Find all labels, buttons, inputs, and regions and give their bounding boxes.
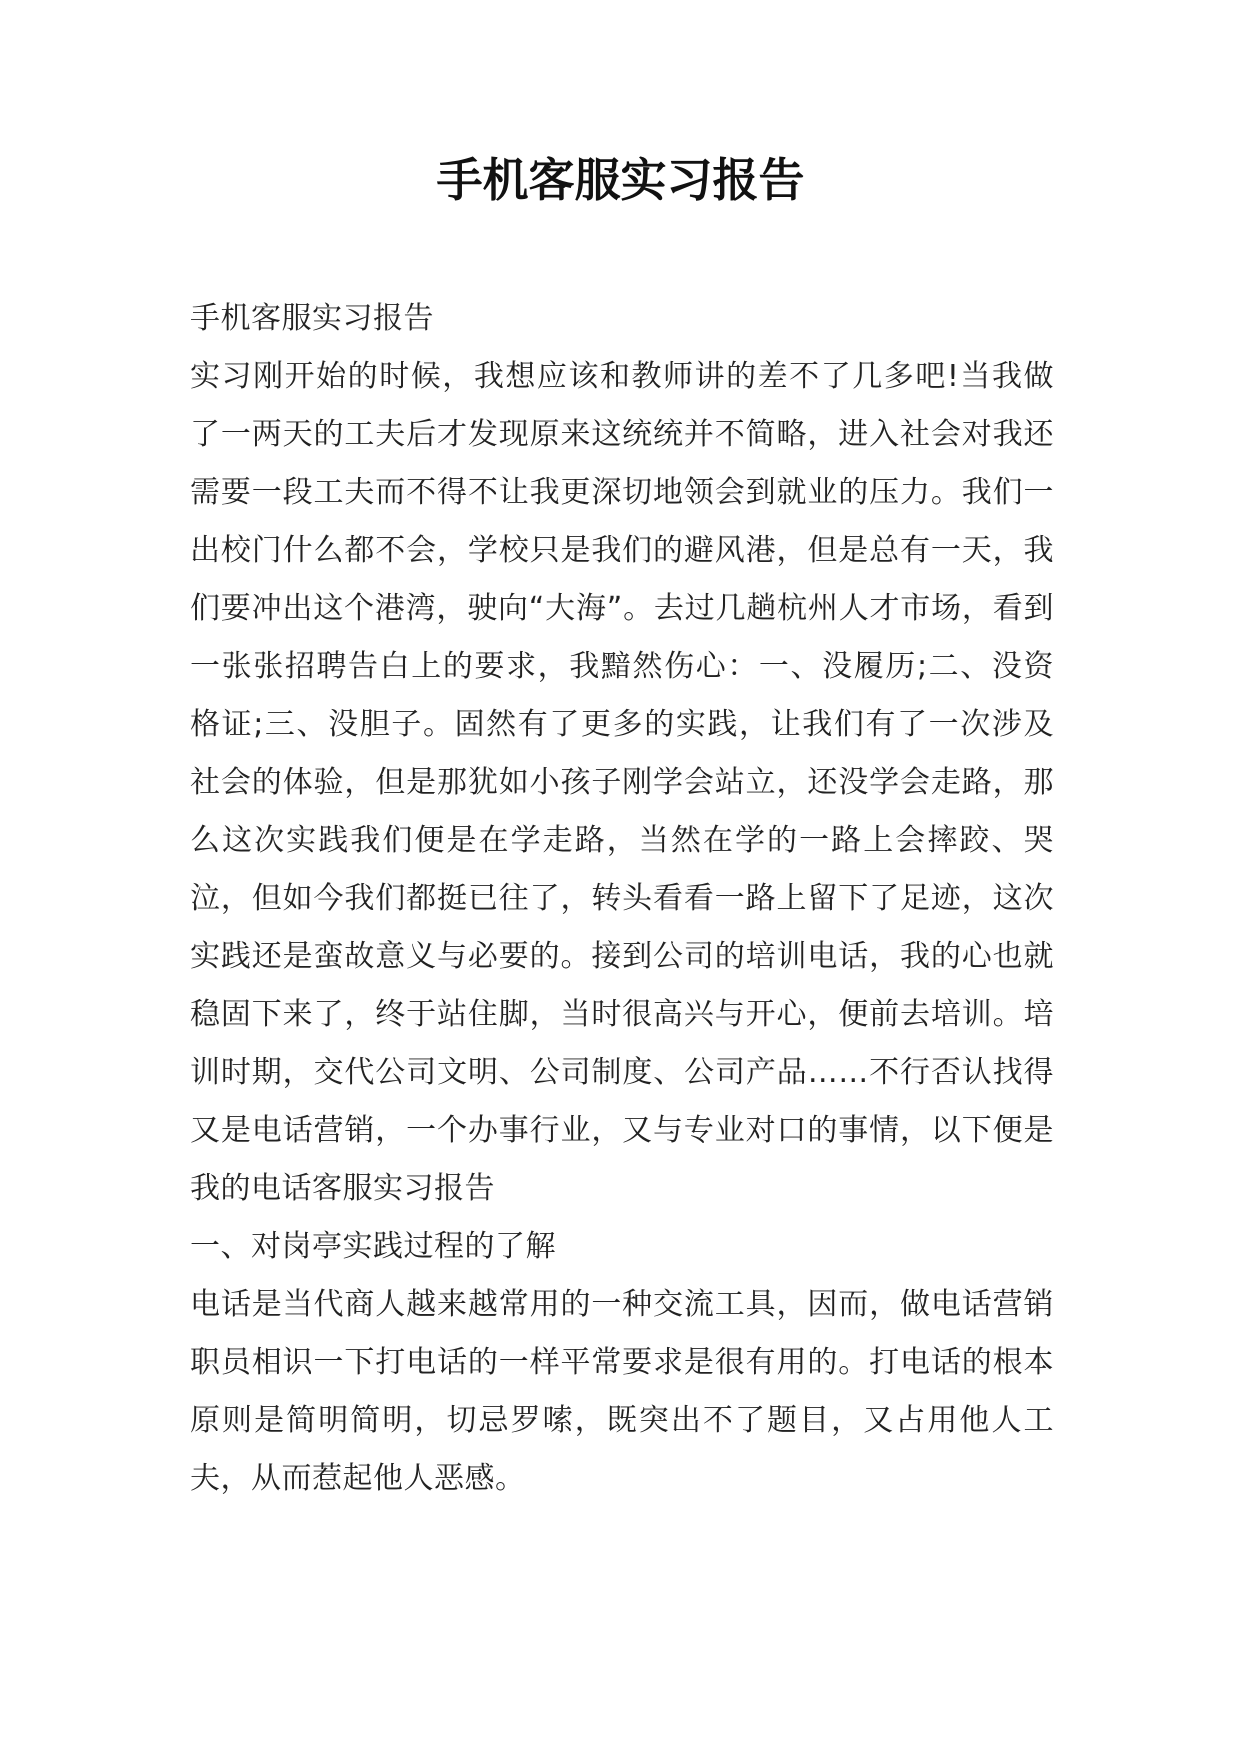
paragraph-heading: 手机客服实习报告	[190, 301, 434, 336]
paragraph-section-1: 电话是当代商人越来越常用的一种交流工具，因而，做电话营销职员相识一下打电话的一样平常要求是很有用的。打电话的根本原则是简明简明，切忌罗嗦，既突出不了题目，又占用他人工夫，从而惹起他人恶感。	[190, 1287, 1054, 1496]
document-title: 手机客服实习报告	[436, 153, 805, 207]
paragraph-intro: 实习刚开始的时候，我想应该和教师讲的差不了几多吧!当我做了一两天的工夫后才发现原来这统统并不简略，进入社会对我还需要一段工夫而不得不让我更深切地领会到就业的压力。我们一出校门什么都不会，学校只是我们的避风港，但是总有一天，我们要冲出这个港湾，驶向“大海”。去过几趟杭州人才市场，看到一张张招聘告白上的要求，我黯然伤心：一、没履历;二、没资格证;三、没胆子。固然有了更多的实践，让我们有了一次涉及社会的体验，但是那犹如小孩子刚学会站立，还没学会走路，那么这次实践我们便是在学走路，当然在学的一路上会摔跤、哭泣，但如今我们都挺已往了，转头看看一路上留下了足迹，这次实践还是蛮故意义与必要的。接到公司的培训电话，我的心也就稳固下来了，终于站住脚，当时很高兴与开心，便前去培训。培训时期，交代公司文明、公司制度、公司产品……不行否认找得又是电话营销，一个办事行业，又与专业对口的事情，以下便是我的电话客服实习报告	[190, 359, 1054, 1206]
document-body	[190, 290, 1054, 1508]
section-heading-1: 一、对岗亭实践过程的了解	[190, 1229, 556, 1264]
